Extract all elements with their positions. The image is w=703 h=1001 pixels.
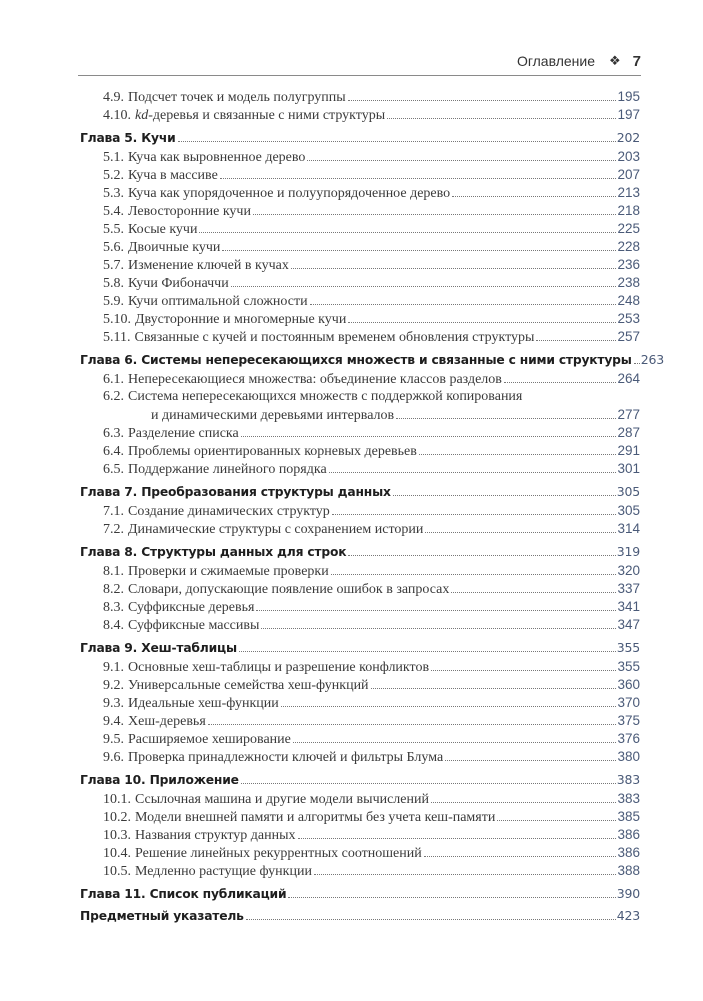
toc-section-entry[interactable] [80,748,640,766]
section-number: 8.1. [103,564,124,579]
toc-section-entry[interactable] [80,274,640,292]
dot-leader [387,118,616,119]
toc-section-entry[interactable] [80,520,640,538]
section-title: Проблемы ориентированных корневых деревьев [128,444,417,459]
dot-leader [298,838,617,839]
dot-leader [419,454,617,455]
section-title: Словари, допускающие появление ошибок в запросах [128,582,450,597]
section-title: Косые кучи [128,222,198,237]
section-number: 10.5. [103,864,131,879]
page-reference: 277 [617,407,640,422]
toc-chapter-entry[interactable] [80,483,640,501]
section-number: 5.5. [103,222,124,237]
section-title: Куча как упорядоченное и полуупорядоченное дерево [128,186,451,201]
section-number: 10.2. [103,810,131,825]
section-number: 5.8. [103,276,124,291]
toc-section-entry[interactable] [80,790,640,808]
page-reference: 195 [617,89,640,104]
section-number: 5.7. [103,258,124,273]
dot-leader [536,340,616,341]
dot-leader [307,160,616,161]
dot-leader [504,382,617,383]
toc-section-entry[interactable] [80,310,640,328]
section-title: Непересекающиеся множества: объединение классов разделов [128,372,502,387]
section-title: Суффиксные массивы [128,618,260,633]
running-header [78,47,641,76]
page-reference: 355 [616,640,640,655]
dot-leader [291,268,617,269]
section-title: Ссылочная машина и другие модели вычислений [135,792,429,807]
toc-section-entry[interactable] [80,292,640,310]
section-number: 5.9. [103,294,124,309]
page-reference: 305 [617,503,640,518]
dot-leader [348,555,615,556]
section-title: Разделение списка [128,426,239,441]
section-title: Кучи Фибоначчи [128,276,229,291]
toc-section-entry[interactable] [80,370,640,388]
toc-section-entry[interactable] [80,442,640,460]
toc-section-entry[interactable] [80,616,640,634]
dot-leader [332,514,617,515]
page-reference: 383 [616,772,640,787]
toc-section-entry[interactable] [80,460,640,478]
section-number: 5.10. [103,312,131,327]
dot-leader [348,100,617,101]
section-title: Динамические структуры с сохранением истории [128,522,424,537]
toc-section-entry[interactable] [80,844,640,862]
toc-section-entry[interactable] [80,256,640,274]
page-reference: 386 [617,827,640,842]
dot-leader [281,706,617,707]
page-reference: 319 [616,544,640,559]
dot-leader [393,495,616,496]
page-reference: 347 [617,617,640,632]
section-title: Проверки и сжимаемые проверки [128,564,329,579]
section-number: 8.2. [103,582,124,597]
section-title: Медленно растущие функции [135,864,312,879]
dot-leader [452,196,616,197]
section-number: 4.9. [103,90,124,105]
section-title: Левосторонние кучи [128,204,251,219]
chapter-title: Глава 9. Хеш-таблицы [80,641,237,655]
page-reference: 383 [617,791,640,806]
toc-section-entry[interactable] [80,658,640,676]
dot-leader [208,724,617,725]
dot-leader [424,856,617,857]
chapter-title: Глава 8. Структуры данных для строк [80,545,347,559]
dot-leader [231,286,617,287]
section-number: 5.1. [103,150,124,165]
toc-section-entry[interactable] [80,424,640,442]
dot-leader [348,322,616,323]
section-title: Двусторонние и многомерные кучи [135,312,347,327]
page-reference: 386 [617,845,640,860]
page-reference: 257 [617,329,640,344]
page-reference: 370 [617,695,640,710]
section-title: Расширяемое хеширование [128,732,291,747]
dot-leader [178,141,616,142]
section-title: Изменение ключей в кучах [128,258,289,273]
dot-leader [293,742,617,743]
section-title: Подсчет точек и модель полугруппы [128,90,346,105]
dot-leader [497,820,616,821]
toc-section-entry[interactable] [80,502,640,520]
section-title: Модели внешней памяти и алгоритмы без учета кеш-памяти [135,810,496,825]
dot-leader [396,418,616,419]
section-number: 10.3. [103,828,131,843]
page-reference: 423 [616,907,640,923]
section-number: 7.1. [103,504,124,519]
section-title: Хеш-деревья [128,714,206,729]
running-header-title: Оглавление [516,53,595,69]
section-number: 8.3. [103,600,124,615]
page-reference: 390 [616,886,640,901]
toc-section-entry[interactable] [80,730,640,748]
page-reference: 388 [617,863,640,878]
page-reference: 197 [617,107,640,122]
dot-leader [331,574,617,575]
page-reference: 337 [617,581,640,596]
section-title: Система непересекающихся множеств с поддержкой копирования [128,389,523,404]
section-title: Идеальные хеш-функции [128,696,279,711]
section-title: Универсальные семейства хеш-функций [128,678,369,693]
page-reference: 263 [640,352,664,367]
toc-section-entry[interactable] [80,826,640,844]
page-reference: 202 [616,130,640,145]
dot-leader [314,874,617,875]
page-reference: 264 [617,371,640,386]
section-title: Создание динамических структур [128,504,330,519]
toc-section-entry[interactable] [80,388,640,406]
section-number: 10.1. [103,792,131,807]
section-title: Основные хеш-таблицы и разрешение конфликтов [128,660,430,675]
dot-leader [451,592,616,593]
section-number: 7.2. [103,522,124,537]
toc-section-entry[interactable] [80,184,640,202]
toc-section-entry[interactable] [80,808,640,826]
page-reference: 225 [617,221,640,236]
dot-leader [371,688,617,689]
toc-section-entry[interactable] [80,166,640,184]
section-number: 5.4. [103,204,124,219]
section-number: 6.1. [103,372,124,387]
page-reference: 360 [617,677,640,692]
page-reference: 376 [617,731,640,746]
dot-leader [310,304,617,305]
section-title: Поддержание линейного порядка [128,462,327,477]
toc-section-entry[interactable] [80,220,640,238]
section-title: Проверка принадлежности ключей и фильтры Блума [128,750,444,765]
section-title: Связанные с кучей и постоянным временем обновления структуры [134,330,535,345]
section-number: 9.5. [103,732,124,747]
toc-chapter-entry[interactable] [80,543,640,561]
section-number: 9.4. [103,714,124,729]
section-number: 4.10. [103,108,131,123]
toc-section-entry[interactable] [80,238,640,256]
toc-section-entry[interactable] [80,328,640,346]
toc-section-entry[interactable] [80,88,640,106]
dot-leader [261,628,616,629]
section-number: 6.3. [103,426,124,441]
section-title-italic: kd [135,108,149,123]
toc-chapter-entry[interactable] [80,907,640,925]
dot-leader [241,783,616,784]
section-title: Куча как выровненное дерево [128,150,306,165]
chapter-title: Глава 11. Список публикаций [80,887,287,901]
page-reference: 320 [617,563,640,578]
page-reference: 213 [617,185,640,200]
dot-leader [241,436,617,437]
page-reference: 248 [617,293,640,308]
chapter-title: Глава 5. Кучи [80,131,176,145]
chapter-title: Глава 7. Преобразования структуры данных [80,485,391,499]
toc-chapter-entry[interactable] [80,351,664,369]
page-reference: 287 [617,425,640,440]
page-reference: 341 [617,599,640,614]
dot-leader [199,232,616,233]
dot-leader [239,651,616,652]
toc-section-entry[interactable] [80,580,640,598]
page-reference: 203 [617,149,640,164]
page-reference: 380 [617,749,640,764]
dot-leader [329,472,617,473]
chapter-title: Глава 6. Системы непересекающихся множеств и связанные с ними структуры [80,353,632,367]
chapter-title: Предметный указатель [80,908,244,923]
section-number: 5.2. [103,168,124,183]
dot-leader [445,760,616,761]
toc-section-entry[interactable] [80,202,640,220]
section-title: Куча в массиве [128,168,218,183]
section-title-continuation: и динамическими деревьями интервалов [151,408,395,423]
section-number: 8.4. [103,618,124,633]
page-reference: 385 [617,809,640,824]
section-number: 5.11. [103,330,131,345]
chapter-title: Глава 10. Приложение [80,773,239,787]
page-reference: 207 [617,167,640,182]
section-number: 5.3. [103,186,124,201]
section-number: 6.2. [103,389,124,404]
section-title: -деревья и связанные с ними структуры [148,108,386,123]
toc-section-entry[interactable] [80,862,640,880]
toc-section-entry[interactable] [80,694,640,712]
toc-chapter-entry[interactable] [80,885,640,903]
section-title: Кучи оптимальной сложности [128,294,308,309]
page-reference: 228 [617,239,640,254]
section-number: 9.3. [103,696,124,711]
dot-leader [431,802,616,803]
toc-section-entry[interactable] [80,562,640,580]
page-reference: 238 [617,275,640,290]
toc-section-entry[interactable] [80,148,640,166]
dot-leader [220,178,617,179]
page-reference: 305 [616,484,640,499]
page-reference: 291 [617,443,640,458]
toc-chapter-entry[interactable] [80,639,640,657]
page-reference: 236 [617,257,640,272]
dot-leader [246,919,616,920]
page-number: 7 [632,52,641,70]
page-reference: 375 [617,713,640,728]
page-reference: 218 [617,203,640,218]
table-of-contents [80,88,664,925]
toc-chapter-entry[interactable] [80,771,640,789]
toc-section-entry[interactable] [80,712,640,730]
ornament-icon: ❖ [609,53,621,68]
section-number: 6.5. [103,462,124,477]
toc-section-entry[interactable] [80,676,640,694]
section-number: 9.6. [103,750,124,765]
section-title: Названия структур данных [135,828,296,843]
dot-leader [256,610,616,611]
section-number: 10.4. [103,846,131,861]
toc-section-entry[interactable] [80,598,640,616]
dot-leader [253,214,617,215]
section-number: 6.4. [103,444,124,459]
section-title: Решение линейных рекуррентных соотношений [135,846,422,861]
toc-section-entry-continuation [80,406,640,424]
page-reference: 314 [617,521,640,536]
section-number: 9.1. [103,660,124,675]
dot-leader [222,250,616,251]
toc-chapter-entry[interactable] [80,129,640,147]
page-reference: 355 [617,659,640,674]
section-title: Суффиксные деревья [128,600,255,615]
toc-section-entry[interactable] [80,106,640,124]
dot-leader [288,897,615,898]
dot-leader [634,363,640,364]
section-title: Двоичные кучи [128,240,221,255]
page-reference: 253 [617,311,640,326]
section-number: 9.2. [103,678,124,693]
dot-leader [431,670,616,671]
dot-leader [425,532,616,533]
section-number: 5.6. [103,240,124,255]
page-reference: 301 [617,461,640,476]
